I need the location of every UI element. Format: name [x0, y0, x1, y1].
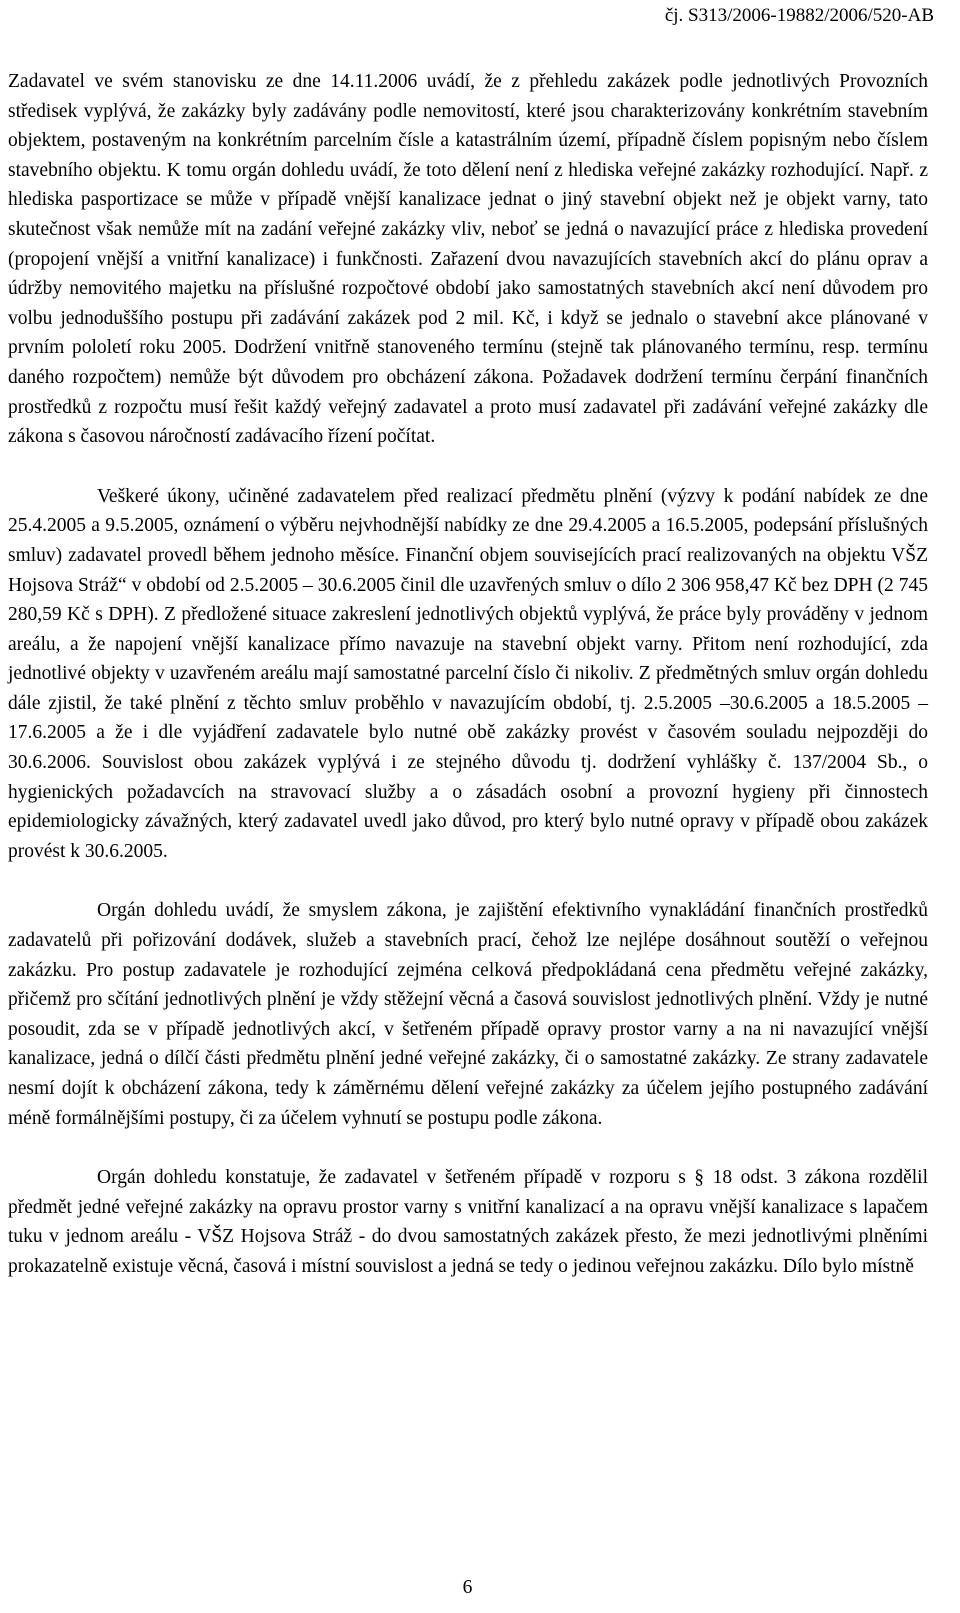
paragraph-smysl-zakona: Orgán dohledu uvádí, že smyslem zákona, je zajištění efektivního vynakládání finančních prostředků zadavatelů při pořizování dodávek, služeb a stavebních prací, čehož lze nejlépe dosáhnout soutěží o veřejnou zakázku. Pro postup zadavatele je rozhodující zejména celková předpokládaná cena předmětu veřejné zakázky, přičemž pro sčítání jednotlivých plnění je vždy stěžejní věcná a časová souvislost jednotlivých plnění. Vždy je nutné posoudit, zda se v případě jednotlivých akcí, v šetřeném případě opravy prostor varny a na ni navazující vnější kanalizace, jedná o dílčí části předmětu plnění jedné veřejné zakázky, či o samostatné zakázky. Ze strany zadavatele nesmí dojít k obcházení zákona, tedy k záměrnému dělení veřejné zakázky za účelem jejího postupného zadávání méně formálnějšími postupy, či za účelem vyhnutí se postupu podle zákona. [8, 900, 928, 1129]
paragraph-ukony-zadavatele: Veškeré úkony, učiněné zadavatelem před realizací předmětu plnění (výzvy k podání nabídek ze dne 25.4.2005 a 9.5.2005, oznámení o výběru nejvhodnější nabídky ze dne 29.4.2005 a 16.5.2005, podepsání příslušných smluv) zadavatel provedl během jednoho měsíce. Finanční objem souvisejících prací realizovaných na objektu VŠZ Hojsova Stráž“ v období od 2.5.2005 – 30.6.2005 činil dle uzavřených smluv o dílo 2 306 958,47 Kč bez DPH (2 745 280,59 Kč s DPH). Z předložené situace zakreslení jednotlivých objektů vyplývá, že práce byly prováděny v jednom areálu, a že napojení vnější kanalizace přímo navazuje na stavební objekt varny. Přitom není rozhodující, zda jednotlivé objekty v uzavřeném areálu mají samostatné parcelní číslo či nikoliv. Z předmětných smluv orgán dohledu dále zjistil, že také plnění z těchto smluv proběhlo v navazujícím období, tj. 2.5.2005 –30.6.2005 a 18.5.2005 – 17.6.2005 a že i dle vyjádření zadavatele bylo nutné obě zakázky provést v časovém souladu nejpozději do 30.6.2006. Souvislost obou zakázek vyplývá i ze stejného důvodu tj. dodržení vyhlášky č. 137/2004 Sb., o hygienických požadavcích na stravovací služby a o zásadách osobní a provozní hygieny při činnostech epidemiologicky závažných, který zadavatel uvedl jako důvod, pro který bylo nutné opravy v případě obou zakázek provést k 30.6.2005. [8, 485, 928, 862]
page-number: 6 [462, 1577, 473, 1598]
paragraph-konstatovani: Orgán dohledu konstatuje, že zadavatel v šetřeném případě v rozporu s § 18 odst. 3 zákona rozdělil předmět jedné veřejné zakázky na opravu prostor varny s vnitřní kanalizací a na opravu vnější kanalizace s lapačem tuku v jednom areálu - VŠZ Hojsova Stráž - do dvou samostatných zakázek přesto, že mezi jednotlivými plněními prokazatelně existuje věcná, časová i místní souvislost a jedná se tedy o jedinou veřejnou zakázku. Dílo bylo místně [8, 1167, 928, 1277]
paragraph-zadavatel-stanovisko: Zadavatel ve svém stanovisku ze dne 14.11.2006 uvádí, že z přehledu zakázek podle jednotlivých Provozních středisek vyplývá, že zakázky byly zadávány podle nemovitostí, které jsou charakterizovány konkrétním stavebním objektem, postaveným na konkrétním parcelním čísle a katastrálním území, případně číslem popisným nebo číslem stavebního objektu. K tomu orgán dohledu uvádí, že toto dělení není z hlediska veřejné zakázky rozhodující. Např. z hlediska pasportizace se může v případě vnější kanalizace jednat o jiný stavební objekt než je objekt varny, tato skutečnost však nemůže mít na zadání veřejné zakázky vliv, neboť se jedná o navazující práce z hlediska provedení (propojení vnější a vnitřní kanalizace) i funkčnosti. Zařazení dvou navazujících stavebních akcí do plánu oprav a údržby nemovitého majetku na příslušné rozpočtové období jako samostatných stavebních akcí není důvodem pro volbu jednoduššího postupu při zadávání zakázek pod 2 mil. Kč, i když se jednalo o stavební akce plánované v prvním pololetí roku 2005. Dodržení vnitřně stanoveného termínu (stejně tak plánovaného termínu, resp. termínu daného rozpočtem) nemůže být důvodem pro obcházení zákona. Požadavek dodržení termínu čerpání finančních prostředků z rozpočtu musí řešit každý veřejný zadavatel a proto musí zadavatel při zadávání veřejné zakázky dle zákona s časovou náročností zadávacího řízení počítat. [8, 71, 928, 448]
paragraph-spacer [8, 452, 928, 482]
paragraph-spacer [8, 866, 928, 896]
paragraph-spacer [8, 1133, 928, 1163]
document-body [8, 67, 928, 1282]
document-reference-number: čj. S313/2006-19882/2006/520-AB [664, 5, 934, 26]
